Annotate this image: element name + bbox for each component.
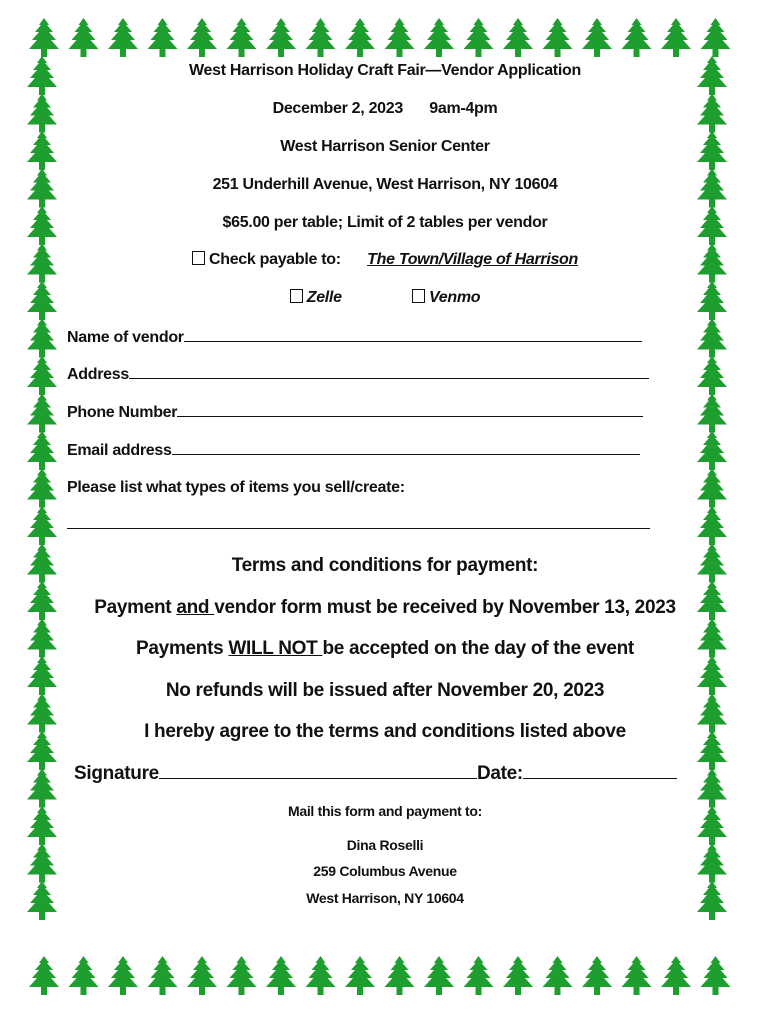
christmas-tree-icon [27, 169, 57, 208]
venmo-label: Venmo [429, 289, 481, 306]
form-title: West Harrison Holiday Craft Fair—Vendor Application [189, 62, 581, 79]
address-field[interactable] [129, 364, 649, 379]
terms-line-1-start: Payment [94, 597, 177, 618]
christmas-tree-icon [27, 431, 57, 470]
terms-line-2-emphasis: WILL NOT [228, 638, 323, 659]
christmas-tree-icon [27, 244, 57, 283]
address-row [67, 364, 707, 384]
christmas-tree-icon [27, 56, 57, 95]
table-price: $65.00 per table; Limit of 2 tables per vendor [222, 214, 548, 231]
christmas-tree-icon [27, 731, 57, 770]
email-label: Email address [67, 442, 172, 459]
signature-label: Signature [74, 763, 159, 784]
venue-name: West Harrison Senior Center [280, 138, 490, 155]
electronic-payment-line [60, 289, 710, 307]
christmas-tree-icon [27, 806, 57, 845]
application-form [60, 0, 710, 1024]
christmas-tree-icon [27, 881, 57, 920]
event-time: 9am-4pm [429, 100, 498, 117]
christmas-tree-icon [27, 656, 57, 695]
check-payee: The Town/Village of Harrison [367, 251, 579, 268]
christmas-tree-icon [27, 131, 57, 170]
christmas-tree-icon [27, 581, 57, 620]
terms-line-3: No refunds will be issued after November 20, 2023 [165, 680, 605, 701]
terms-heading: Terms and conditions for payment: [231, 555, 539, 576]
christmas-tree-icon [27, 206, 57, 245]
signature-row [74, 762, 714, 785]
christmas-tree-icon [27, 544, 57, 583]
check-label: Check payable to: [208, 251, 341, 268]
mail-city: West Harrison, NY 10604 [306, 890, 464, 906]
christmas-tree-icon [29, 956, 59, 995]
check-checkbox[interactable] [192, 251, 205, 265]
terms-line-2-start: Payments [136, 638, 229, 659]
terms-line-1-emphasis: and [176, 597, 215, 618]
terms-line-2 [60, 638, 710, 660]
mail-heading: Mail this form and payment to: [287, 803, 482, 819]
signature-field[interactable] [159, 762, 477, 779]
items-field[interactable] [67, 514, 650, 529]
address-label: Address [67, 366, 129, 383]
mail-street: 259 Columbus Avenue [313, 863, 457, 879]
christmas-tree-icon [29, 18, 59, 57]
terms-line-2-end: be accepted on the day of the event [322, 638, 634, 659]
items-label: Please list what types of items you sell/create: [67, 479, 405, 496]
items-row [67, 514, 707, 534]
christmas-tree-icon [27, 619, 57, 658]
event-date: December 2, 2023 [272, 100, 403, 117]
date-label: Date: [476, 763, 523, 784]
christmas-tree-icon [27, 281, 57, 320]
vendor-name-field[interactable] [184, 327, 642, 342]
christmas-tree-icon [27, 469, 57, 508]
christmas-tree-icon [27, 94, 57, 133]
christmas-tree-icon [27, 769, 57, 808]
venmo-checkbox[interactable] [412, 289, 425, 303]
phone-row [67, 402, 707, 422]
christmas-tree-icon [27, 694, 57, 733]
zelle-checkbox[interactable] [290, 289, 303, 303]
phone-label: Phone Number [67, 404, 178, 421]
venue-address: 251 Underhill Avenue, West Harrison, NY 10604 [212, 176, 558, 193]
mail-name: Dina Roselli [346, 837, 424, 853]
check-payment-line [60, 251, 710, 269]
zelle-label: Zelle [306, 289, 342, 306]
terms-line-1 [60, 597, 710, 619]
terms-line-4: I hereby agree to the terms and conditions listed above [144, 721, 626, 742]
christmas-tree-icon [27, 844, 57, 883]
email-row [67, 440, 707, 460]
christmas-tree-icon [27, 356, 57, 395]
christmas-tree-icon [27, 506, 57, 545]
vendor-name-row [67, 327, 707, 347]
christmas-tree-icon [27, 394, 57, 433]
email-field[interactable] [172, 440, 640, 455]
terms-line-1-end: vendor form must be received by November 13, 2023 [214, 597, 676, 618]
phone-field[interactable] [177, 402, 643, 417]
vendor-name-label: Name of vendor [67, 329, 184, 346]
event-date-line [60, 100, 710, 118]
christmas-tree-icon [27, 319, 57, 358]
date-field[interactable] [523, 762, 677, 779]
